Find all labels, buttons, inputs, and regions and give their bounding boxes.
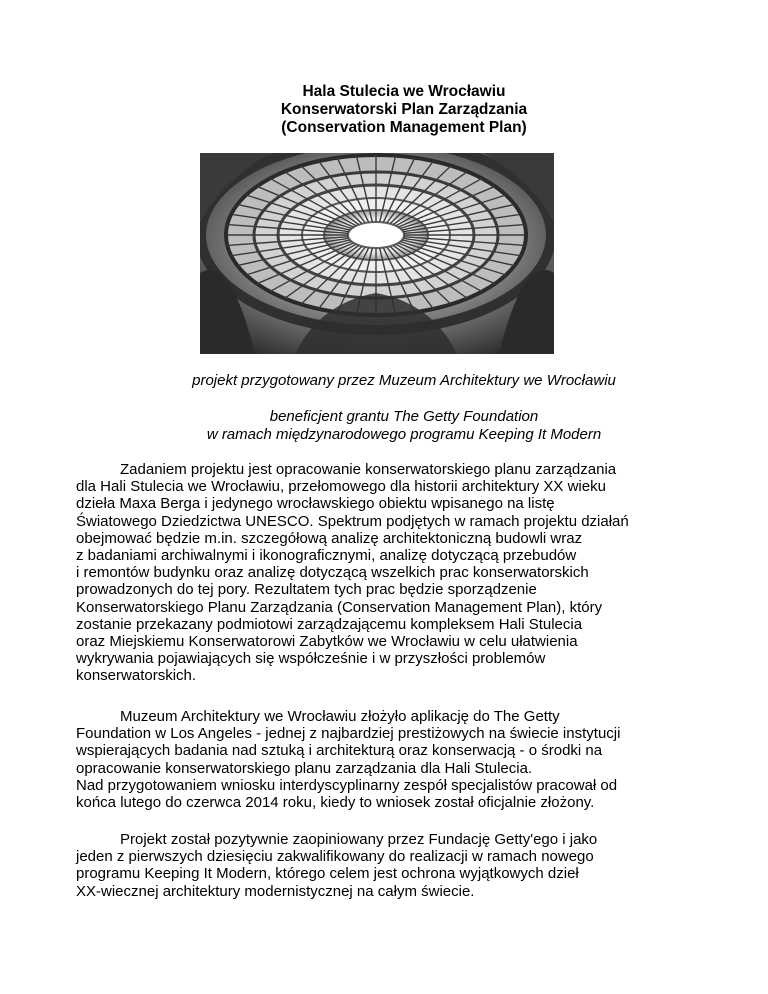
text-line: i remontów budynku oraz analizę dotyczącą wszelkich prac konserwatorskich	[76, 564, 589, 582]
text-line: wspierających badania nad sztuką i architekturą oraz konserwacją - o środki na	[76, 742, 603, 760]
text-line: Nad przygotowaniem wniosku interdyscyplinarny zespół specjalistów pracował od	[76, 776, 618, 794]
text-line: prowadzonych do tej pory. Rezultatem tych prac będzie sporządzenie	[76, 581, 537, 599]
text-line: Foundation w Los Angeles - jednej z najbardziej prestiżowych na świecie instytucji	[76, 725, 621, 743]
document-title	[0, 83, 768, 137]
text-line: XX-wiecznej architektury modernistycznej na całym świecie.	[76, 882, 475, 900]
grant-line: beneficjent grantu The Getty Foundation	[269, 408, 539, 425]
text-line: Konserwatorskiego Planu Zarządzania (Conservation Management Plan), który	[76, 598, 603, 616]
text-line: wykrywania pojawiających się współcześnie i w przyszłości problemów	[76, 650, 546, 668]
grant-program-line: w ramach międzynarodowego programu Keeping It Modern	[206, 426, 602, 443]
title-line: Konserwatorski Plan Zarządzania	[280, 101, 528, 118]
text-line: konserwatorskich.	[76, 667, 197, 685]
text-line: zostanie przekazany podmiotowi zarządzającemu kompleksem Hali Stulecia	[76, 615, 583, 633]
paragraph-2	[76, 708, 716, 811]
text-line: programu Keeping It Modern, którego celem jest ochrona wyjątkowych dzieł	[76, 865, 579, 883]
paragraph-3	[76, 831, 716, 900]
text-line: oraz Miejskiemu Konserwatorowi Zabytków we Wrocławiu w celu ułatwienia	[76, 633, 578, 651]
title-line: (Conservation Management Plan)	[281, 119, 527, 136]
text-line: opracowanie konserwatorskiego planu zarządzania dla Hali Stulecia.	[76, 759, 533, 777]
text-line: końca lutego do czerwca 2014 roku, kiedy to wniosek został oficjalnie złożony.	[76, 794, 595, 812]
text-line: dla Hali Stulecia we Wrocławiu, przełomowego dla historii architektury XX wieku	[76, 478, 606, 496]
text-line: Światowego Dziedzictwa UNESCO. Spektrum podjętych w ramach projektu działań	[76, 512, 629, 530]
text-line: dzieła Maxa Berga i jedynego wrocławskiego obiektu wpisanego na listę	[76, 495, 555, 513]
text-line: obejmować będzie m.in. szczegółową analizę architektoniczną budowli wraz	[76, 529, 583, 547]
paragraph-1	[76, 461, 716, 685]
title-line: Hala Stulecia we Wrocławiu	[302, 83, 506, 100]
dome-photo	[200, 153, 554, 354]
prepared-by-line: projekt przygotowany przez Muzeum Architektury we Wrocławiu	[192, 372, 616, 389]
text-line: Muzeum Architektury we Wrocławiu złożyło aplikację do The Getty	[120, 708, 560, 725]
text-line: jeden z pierwszych dziesięciu zakwalifikowany do realizacji w ramach nowego	[76, 848, 594, 866]
text-line: Zadaniem projektu jest opracowanie konserwatorskiego planu zarządzania	[120, 461, 617, 478]
text-line: z badaniami archiwalnymi i ikonograficznymi, analizę dotyczącą przebudów	[76, 547, 577, 565]
text-line: Projekt został pozytywnie zaopiniowany przez Fundację Getty'ego i jako	[120, 831, 598, 848]
